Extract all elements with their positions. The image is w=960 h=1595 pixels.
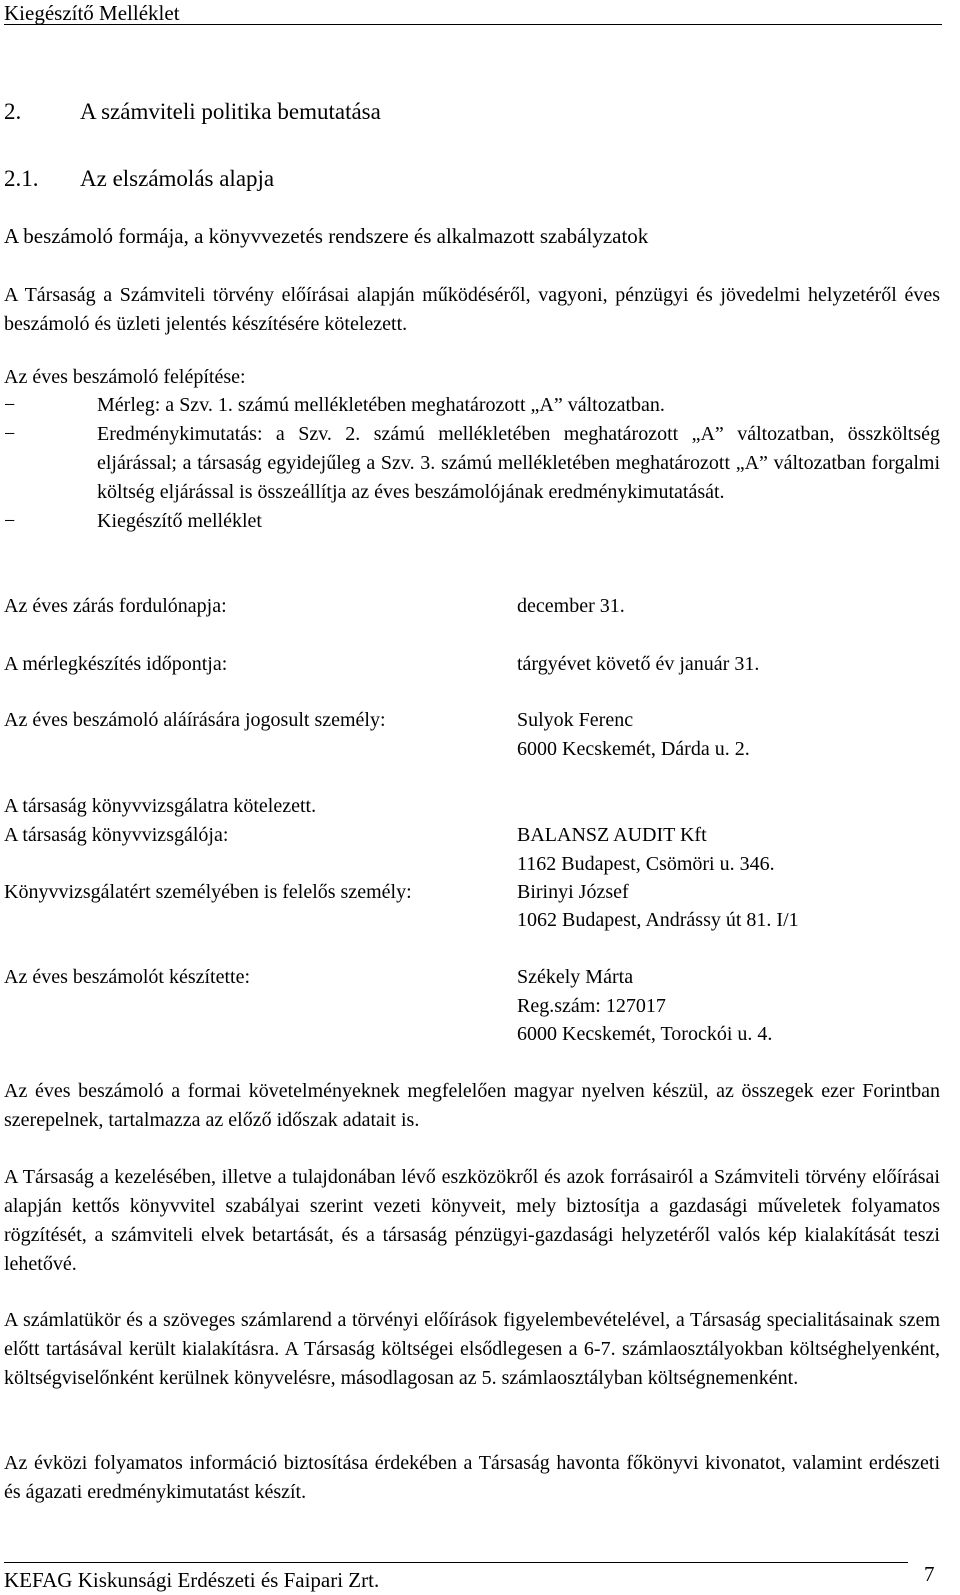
closing-date-label: Az éves zárás fordulónapja:: [4, 595, 227, 617]
audit-obligation: A társaság könyvvizsgálatra kötelezett.: [4, 795, 317, 817]
header-title: Kiegészítő Melléklet: [4, 1, 180, 25]
list-item-text: Eredménykimutatás: a Szv. 2. számú mellékletében meghatározott „A” változatban, összköltség eljárással; a társaság egyidejűleg a Szv. 3. számú mellékletében meghatározott „A” változatban forgalmi költség eljárással is összeállítja az éves beszámolójának eredménykimutatását.: [97, 423, 940, 503]
list-item-text: Mérleg: a Szv. 1. számú mellékletében meghatározott „A” változatban.: [97, 394, 665, 416]
dash-bullet: −: [4, 423, 16, 445]
auditor-name: BALANSZ AUDIT Kft: [517, 824, 707, 846]
structure-title: Az éves beszámoló felépítése:: [4, 366, 246, 388]
signatory-address: 6000 Kecskemét, Dárda u. 2.: [517, 738, 750, 760]
preparer-reg: Reg.szám: 127017: [517, 995, 666, 1017]
paragraph-chart-of-accounts: A számlatükör és a szöveges számlarend a törvényi előírások figyelembevételével, a Társaság specialitásainak szem előtt tartásával került kialakításra. A Társaság költségei elsődlegesen a 6-7. számlaosztályokban költséghelyenként, költségviselőnként kerülnek könyvelésre, másodlagosan az 5. számlaosztályban költségnemenként.: [4, 1309, 940, 1389]
page-number: 7: [924, 1562, 935, 1586]
preparer-name: Székely Márta: [517, 966, 634, 988]
report-form-subtitle: A beszámoló formája, a könyvvezetés rendszere és alkalmazott szabályzatok: [4, 224, 649, 248]
dash-bullet: −: [4, 394, 16, 416]
signatory-name: Sulyok Ferenc: [517, 709, 634, 731]
list-item: [4, 420, 940, 507]
section-number: 2.: [4, 99, 22, 124]
list-item: [4, 507, 940, 536]
structure-list: [4, 391, 940, 536]
list-item: [4, 391, 940, 420]
paragraph-monthly-reporting: Az évközi folyamatos információ biztosítása érdekében a Társaság havonta főkönyvi kivonatot, valamint erdészeti és ágazati eredménykimutatást készít.: [4, 1452, 940, 1503]
closing-date-value: december 31.: [517, 595, 625, 617]
header-rule: [4, 24, 942, 25]
preparer-address: 6000 Kecskemét, Torockói u. 4.: [517, 1023, 773, 1045]
footer-company: KEFAG Kiskunsági Erdészeti és Faipari Zrt.: [4, 1568, 380, 1592]
footer-rule: [4, 1562, 908, 1563]
paragraph-bookkeeping: A Társaság a kezelésében, illetve a tulajdonában lévő eszközökről és azok forrásairól a Számviteli törvény előírásai alapján kettős könyvvitel szabályai szerint vezeti könyveit, mely biztosítja a gazdasági műveletek folyamatos rögzítését, a számviteli elvek betartását, és a társaság pénzügyi-gazdasági helyzetéről valós kép kialakítását teszi lehetővé.: [4, 1166, 940, 1275]
balance-date-value: tárgyévet követő év január 31.: [517, 653, 760, 675]
list-item-text: Kiegészítő melléklet: [97, 510, 262, 532]
responsible-name: Birinyi József: [517, 881, 629, 903]
auditor-address: 1162 Budapest, Csömöri u. 346.: [517, 853, 775, 875]
paragraph-format: Az éves beszámoló a formai követelményeknek megfelelően magyar nyelven készül, az összegek ezer Forintban szerepelnek, tartalmazza az előző időszak adatait is.: [4, 1080, 940, 1131]
subsection-title: Az elszámolás alapja: [80, 166, 275, 191]
responsible-label: Könyvvizsgálatért személyében is felelős személy:: [4, 881, 412, 903]
signatory-label: Az éves beszámoló aláírására jogosult személy:: [4, 709, 386, 731]
intro-paragraph: A Társaság a Számviteli törvény előírásai alapján működéséről, vagyoni, pénzügyi és jövedelmi helyzetéről éves beszámoló és üzleti jelentés készítésére kötelezett.: [4, 284, 940, 335]
auditor-label: A társaság könyvvizsgálója:: [4, 824, 229, 846]
preparer-label: Az éves beszámolót készítette:: [4, 966, 251, 988]
section-title: A számviteli politika bemutatása: [80, 99, 381, 124]
balance-date-label: A mérlegkészítés időpontja:: [4, 653, 228, 675]
dash-bullet: −: [4, 510, 16, 532]
responsible-address: 1062 Budapest, Andrássy út 81. I/1: [517, 909, 799, 931]
subsection-number: 2.1.: [4, 166, 39, 191]
